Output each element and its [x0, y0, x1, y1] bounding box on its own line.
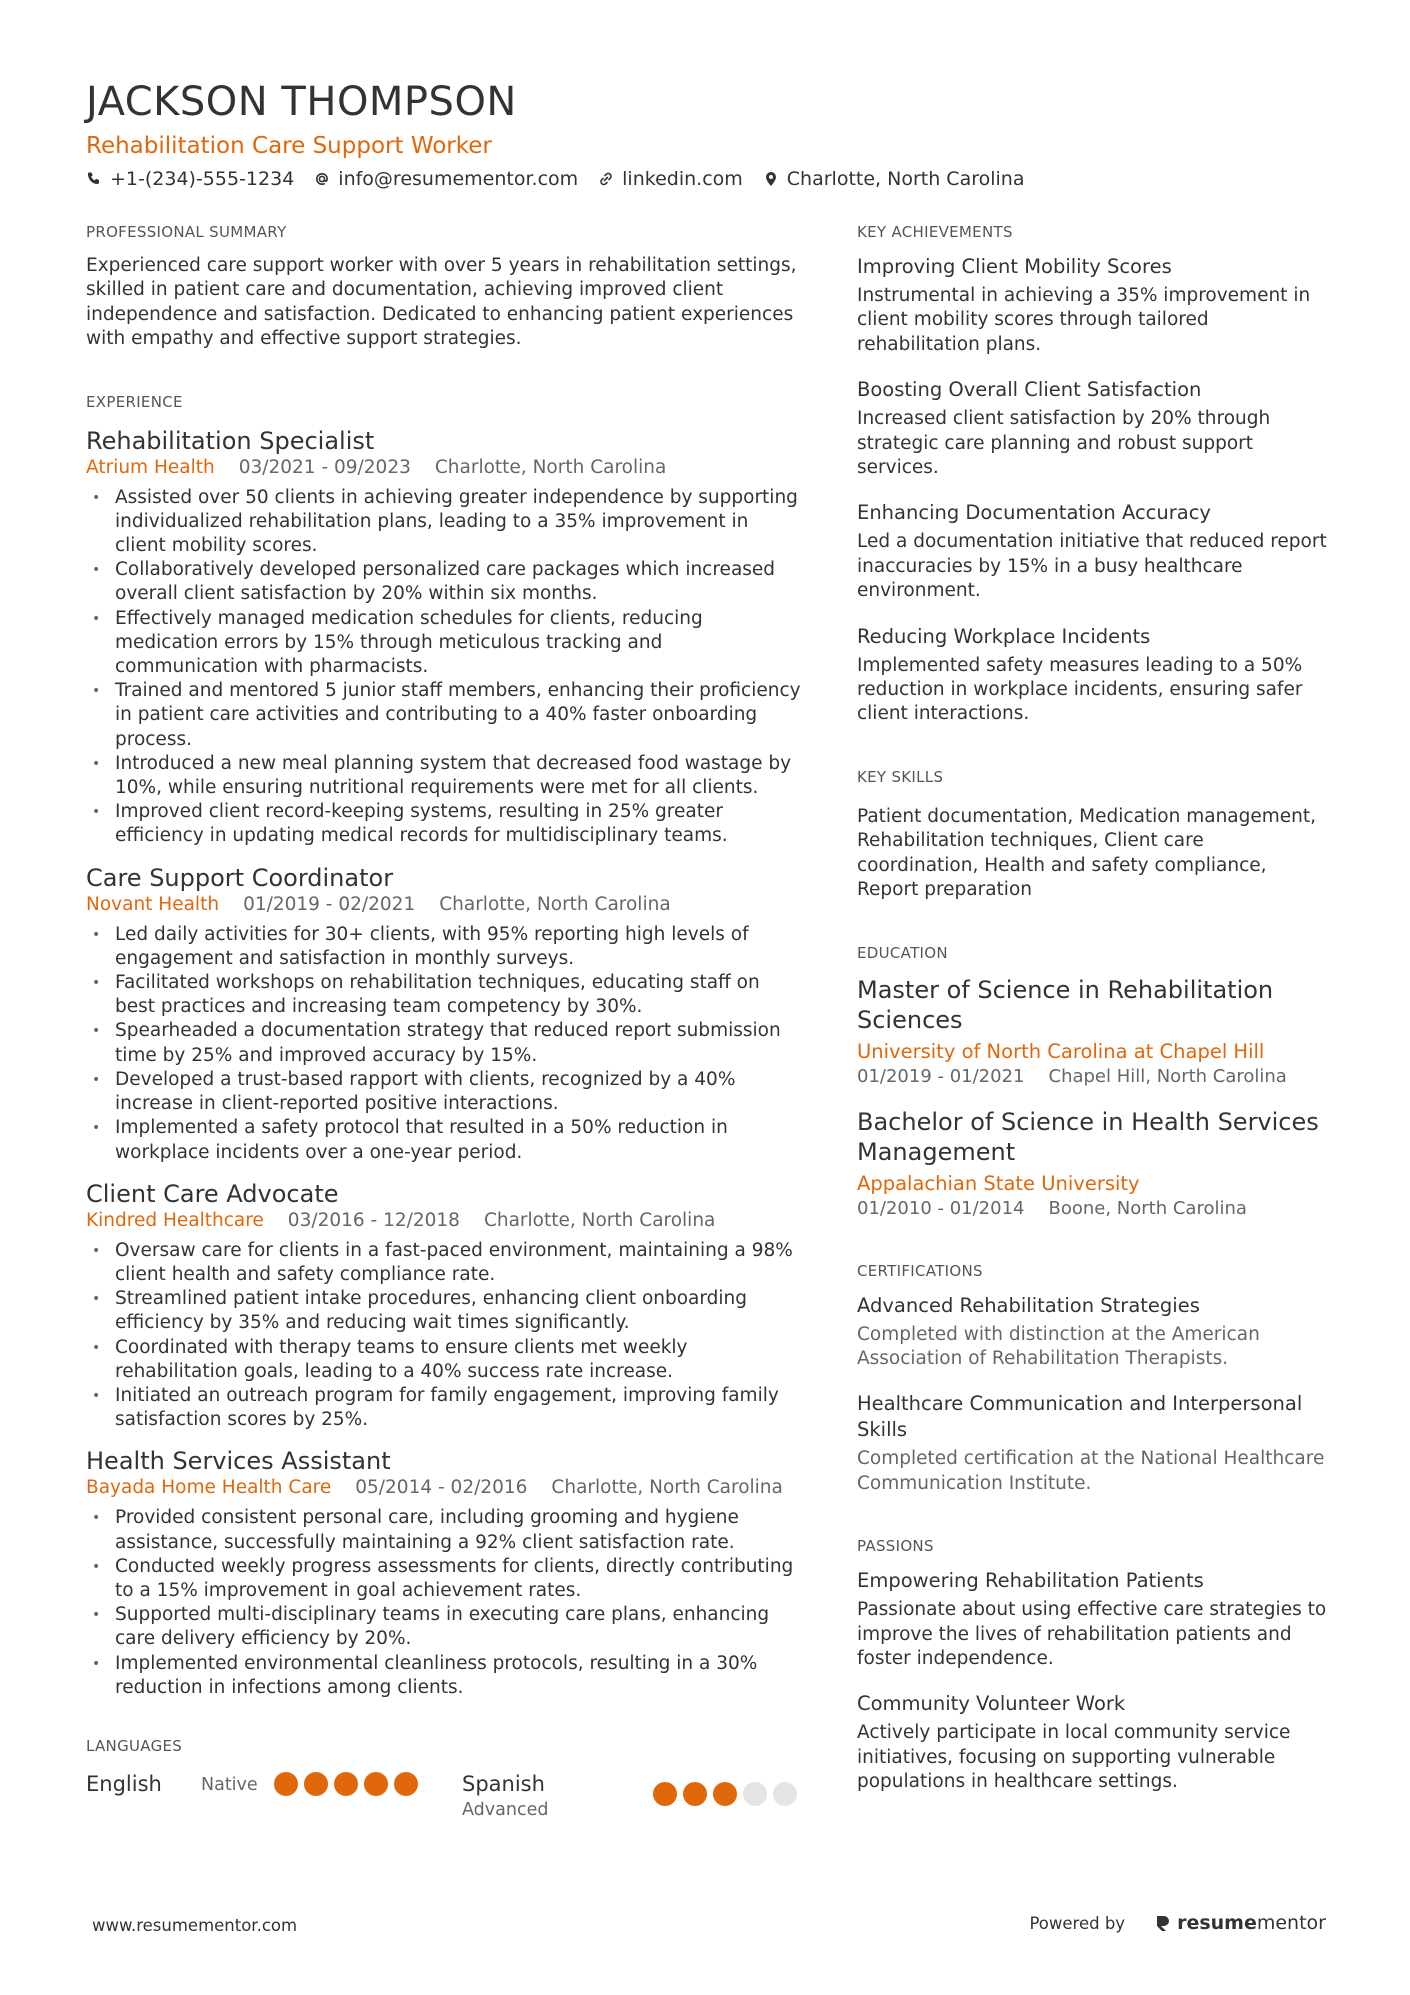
job-bullet: • Implemented a safety protocol that resulted in a 50% reduction in workplace incidents over a one-year period. — [86, 1116, 802, 1164]
link-icon — [598, 171, 614, 187]
skills-text: Patient documentation, Medication management, Rehabilitation techniques, Client care coordination, Health and safety compliance, Report preparation — [857, 805, 1317, 901]
passion-title: Empowering Rehabilitation Patients — [857, 1569, 1204, 1593]
languages-section — [86, 1736, 802, 1822]
job-meta — [86, 456, 802, 480]
rating-dot-empty — [743, 1782, 767, 1806]
rating-dot-filled — [653, 1782, 677, 1806]
linkedin-text: linkedin.com — [622, 168, 743, 190]
job-bullet: • Assisted over 50 clients in achieving greater independence by supporting individualized rehabilitation plans, leading to a 35% improvement in client mobility scores. — [86, 486, 802, 559]
job-meta — [86, 893, 802, 917]
phone-icon — [86, 171, 102, 187]
job-meta — [86, 1209, 802, 1233]
job-title: Health Services Assistant — [86, 1447, 391, 1476]
job-bullet: • Effectively managed medication schedules for clients, reducing medication errors by 15% through meticulous tracking and communication with pharmacists. — [86, 607, 802, 680]
language-level: Native — [201, 1774, 258, 1795]
language-rating — [274, 1770, 418, 1796]
certification-title: Advanced Rehabilitation Strategies — [857, 1293, 1200, 1317]
brand-logo[interactable] — [1155, 1912, 1326, 1934]
education-section — [857, 943, 1327, 1221]
rating-dot-filled — [364, 1772, 388, 1796]
job-bullet: • Provided consistent personal care, including grooming and hygiene assistance, successfully maintaining a 92% client satisfaction rate. — [86, 1506, 802, 1554]
certifications-section — [857, 1261, 1327, 1497]
passion-desc: Passionate about using effective care strategies to improve the lives of rehabilitation patients and foster independence. — [857, 1599, 1327, 1669]
job-bullets — [86, 1239, 802, 1433]
powered-by-label: Powered by — [1029, 1913, 1126, 1933]
rating-dot-filled — [304, 1772, 328, 1796]
location-text: Charlotte, North Carolina — [786, 168, 1025, 190]
passions-section — [857, 1536, 1327, 1794]
certifications-heading: CERTIFICATIONS — [857, 1261, 983, 1280]
job-bullets — [86, 923, 802, 1165]
summary-heading: PROFESSIONAL SUMMARY — [86, 223, 287, 241]
job-location: Charlotte, North Carolina — [439, 893, 671, 915]
certification-desc: Completed certification at the National Healthcare Communication Institute. — [857, 1448, 1325, 1494]
language-item — [462, 1770, 797, 1822]
achievement-item — [857, 254, 1327, 357]
contact-location — [763, 166, 1025, 192]
job-title: Rehabilitation Specialist — [86, 426, 375, 455]
passions-heading: PASSIONS — [857, 1537, 934, 1556]
education-meta — [857, 1197, 1327, 1221]
job-bullet: • Spearheaded a documentation strategy that reduced report submission time by 25% and improved accuracy by 15%. — [86, 1019, 802, 1067]
certification-title: Healthcare Communication and Interpersonal Skills — [857, 1392, 1303, 1442]
education-location: Chapel Hill, North Carolina — [1048, 1065, 1287, 1087]
language-rating — [653, 1770, 797, 1806]
job-company: Kindred Healthcare — [86, 1209, 264, 1231]
footer-branding — [1029, 1912, 1326, 1934]
brand-mark-icon — [1155, 1914, 1171, 1932]
education-dates: 01/2010 - 01/2014 — [857, 1197, 1025, 1219]
contact-linkedin[interactable] — [598, 166, 743, 192]
brand-text: resumementor — [1177, 1912, 1326, 1934]
achievement-title: Improving Client Mobility Scores — [857, 255, 1172, 278]
job-bullet: • Implemented environmental cleanliness protocols, resulting in a 30% reduction in infections among clients. — [86, 1652, 802, 1700]
language-item — [86, 1770, 462, 1798]
job-bullet: • Conducted weekly progress assessments for clients, directly contributing to a 15% improvement in goal achievement rates. — [86, 1555, 802, 1603]
footer-website[interactable]: www.resumementor.com — [92, 1916, 298, 1935]
skills-section — [857, 767, 1327, 903]
passion-item — [857, 1691, 1327, 1794]
achievement-item — [857, 377, 1327, 480]
certification-item — [857, 1293, 1327, 1372]
summary-section — [86, 222, 802, 352]
job-entry — [86, 1179, 802, 1433]
job-bullet: • Led daily activities for 30+ clients, with 95% reporting high levels of engagement and satisfaction in monthly surveys. — [86, 923, 802, 971]
rating-dot-filled — [683, 1782, 707, 1806]
education-item — [857, 1107, 1327, 1221]
job-bullets — [86, 1506, 802, 1700]
right-column — [857, 222, 1327, 1795]
education-degree: Master of Science in Rehabilitation Sciences — [857, 975, 1274, 1034]
at-icon — [314, 171, 330, 187]
job-dates: 05/2014 - 02/2016 — [355, 1477, 528, 1499]
job-bullet: • Developed a trust-based rapport with clients, recognized by a 40% increase in client-reported positive interactions. — [86, 1068, 802, 1116]
skills-heading: KEY SKILLS — [857, 767, 944, 786]
certification-item — [857, 1391, 1327, 1496]
job-bullet: • Improved client record-keeping systems, resulting in 25% greater efficiency in updating medical records for multidisciplinary teams. — [86, 800, 802, 848]
job-bullet: • Oversaw care for clients in a fast-paced environment, maintaining a 98% client health and safety compliance rate. — [86, 1239, 802, 1287]
left-column — [86, 222, 802, 1822]
experience-section — [86, 392, 802, 1700]
language-text — [462, 1770, 548, 1822]
rating-dot-filled — [274, 1772, 298, 1796]
education-dates: 01/2019 - 01/2021 — [857, 1065, 1025, 1087]
job-bullet: • Introduced a new meal planning system that decreased food wastage by 10%, while ensuring nutritional requirements were met for all clients. — [86, 752, 802, 800]
achievement-desc: Instrumental in achieving a 35% improvement in client mobility scores through tailored rehabilitation plans. — [857, 285, 1311, 355]
education-meta — [857, 1065, 1327, 1089]
job-bullet: • Coordinated with therapy teams to ensure clients met weekly rehabilitation goals, leading to a 40% success rate increase. — [86, 1336, 802, 1384]
language-name: English — [86, 1771, 162, 1796]
achievement-title: Reducing Workplace Incidents — [857, 624, 1151, 648]
candidate-name: JACKSON THOMPSON — [86, 79, 517, 125]
job-bullet: • Trained and mentored 5 junior staff members, enhancing their proficiency in patient care activities and contributing to a 40% faster onboarding process. — [86, 679, 802, 752]
job-bullet: • Supported multi-disciplinary teams in executing care plans, enhancing care delivery efficiency by 20%. — [86, 1603, 802, 1651]
achievement-title: Enhancing Documentation Accuracy — [857, 501, 1211, 525]
job-location: Charlotte, North Carolina — [551, 1477, 783, 1499]
contact-row — [86, 166, 1326, 192]
achievement-desc: Increased client satisfaction by 20% through strategic care planning and robust support services. — [857, 408, 1271, 479]
job-entry — [86, 863, 802, 1165]
email-text: info@resumementor.com — [338, 168, 579, 190]
job-bullets — [86, 486, 802, 849]
job-meta — [86, 1476, 802, 1500]
job-dates: 01/2019 - 02/2021 — [243, 893, 416, 915]
job-entry — [86, 1446, 802, 1700]
language-level: Advanced — [462, 1799, 549, 1820]
job-title: Care Support Coordinator — [86, 863, 394, 892]
achievement-title: Boosting Overall Client Satisfaction — [857, 378, 1202, 402]
languages-heading: LANGUAGES — [86, 1736, 183, 1755]
passion-desc: Actively participate in local community service initiatives, focusing on supporting vulnerable populations in healthcare settings. — [857, 1722, 1291, 1793]
language-name: Spanish — [462, 1771, 545, 1796]
education-school: University of North Carolina at Chapel Hill — [857, 1039, 1265, 1063]
education-location: Boone, North Carolina — [1048, 1197, 1247, 1219]
achievement-desc: Implemented safety measures leading to a 50% reduction in workplace incidents, ensuring safer client interactions. — [857, 654, 1303, 725]
certification-desc: Completed with distinction at the American Association of Rehabilitation Therapists. — [857, 1323, 1260, 1369]
job-entry — [86, 426, 802, 849]
achievement-item — [857, 500, 1327, 603]
rating-dot-filled — [713, 1782, 737, 1806]
job-bullet: • Facilitated workshops on rehabilitation techniques, educating staff on best practices and increasing team competency by 30%. — [86, 971, 802, 1019]
job-bullet: • Streamlined patient intake procedures, enhancing client onboarding efficiency by 35% and reducing wait times significantly. — [86, 1287, 802, 1335]
job-dates: 03/2021 - 09/2023 — [238, 456, 411, 478]
contact-email[interactable] — [314, 166, 578, 192]
job-bullet: • Collaboratively developed personalized care packages which increased overall client satisfaction by 20% within six months. — [86, 558, 802, 606]
experience-heading: EXPERIENCE — [86, 392, 183, 411]
job-location: Charlotte, North Carolina — [483, 1209, 716, 1231]
passion-item — [857, 1568, 1327, 1671]
resume-header — [86, 78, 1326, 192]
rating-dot-filled — [334, 1772, 358, 1796]
location-pin-icon — [763, 171, 779, 187]
candidate-title: Rehabilitation Care Support Worker — [86, 133, 492, 159]
achievement-item — [857, 624, 1327, 727]
education-item — [857, 975, 1327, 1089]
contact-phone[interactable] — [86, 166, 294, 192]
job-title: Client Care Advocate — [86, 1179, 339, 1208]
job-dates: 03/2016 - 12/2018 — [287, 1209, 460, 1231]
achievements-section — [857, 222, 1327, 727]
achievement-desc: Led a documentation initiative that reduced report inaccuracies by 15% in a busy healthcare environment. — [857, 531, 1327, 602]
job-company: Novant Health — [86, 893, 220, 915]
job-location: Charlotte, North Carolina — [434, 456, 667, 478]
achievements-heading: KEY ACHIEVEMENTS — [857, 223, 1013, 241]
languages-row — [86, 1770, 802, 1822]
job-company: Bayada Home Health Care — [86, 1477, 332, 1499]
rating-dot-filled — [394, 1772, 418, 1796]
education-school: Appalachian State University — [857, 1171, 1140, 1195]
summary-text: Experienced care support worker with over 5 years in rehabilitation settings, skilled in patient care and documentation, achieving improved client independence and satisfaction. Dedicated to enhancing patient experiences with empathy and effective support strategies. — [86, 255, 797, 350]
rating-dot-empty — [773, 1782, 797, 1806]
education-degree: Bachelor of Science in Health Services Management — [857, 1107, 1319, 1166]
phone-text: +1-(234)-555-1234 — [110, 168, 295, 190]
education-heading: EDUCATION — [857, 943, 948, 962]
job-bullet: • Initiated an outreach program for family engagement, improving family satisfaction scores by 25%. — [86, 1384, 802, 1432]
passion-title: Community Volunteer Work — [857, 1692, 1126, 1716]
job-company: Atrium Health — [86, 456, 215, 478]
